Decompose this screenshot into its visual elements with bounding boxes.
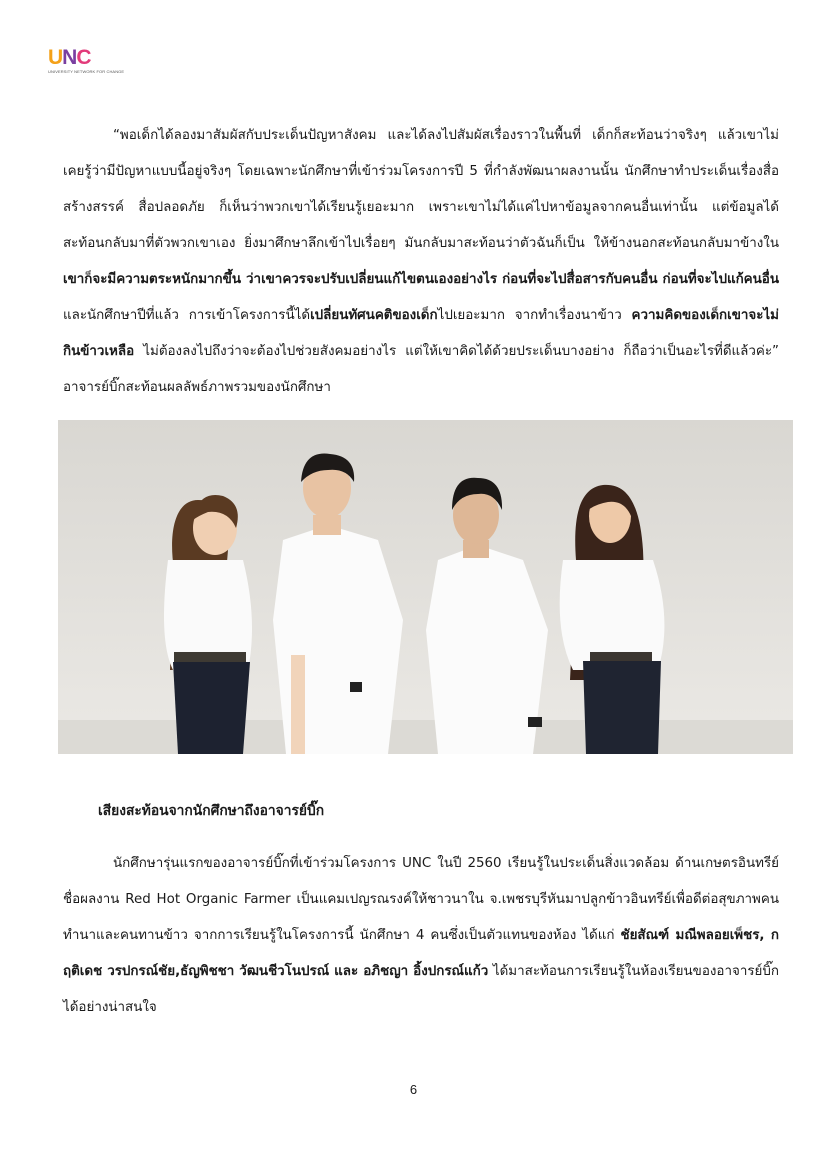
logo-letter-n: N (62, 46, 77, 69)
students-names-bold: ชัยสัณฑ์ มณีพลอยเพ็ชร, กฤติเดช วรปกรณ์ชัย,ธัญพิชชา วัฒนชีวโนปรณ์ และ อภิชญา อิ้งปกรณ์แก้ว (63, 928, 779, 979)
quote-text-3: ไปเยอะมาก จากทำเรื่องนาข้าว (437, 308, 632, 323)
quote-paragraph (63, 118, 779, 406)
group-photo-illustration (58, 420, 793, 754)
students-text-2: ได้มาสะท้อนการเรียนรู้ในห้องเรียนของอาจารย์บิ๊ก ได้อย่างน่าสนใจ (63, 964, 779, 1015)
quote-bold-1: เขาก็จะมีความตระหนักมากขึ้น ว่าเขาควรจะปรับเปลี่ยนแก้ไขตนเองอย่างไร ก่อนที่จะไปสื่อสารกับคนอื่น ก่อนที่จะไปแก้คนอื่น (63, 272, 779, 287)
logo-tagline: UNIVERSITY NETWORK FOR CHANGE (48, 69, 125, 74)
logo-letters (48, 48, 100, 68)
group-photo (58, 420, 793, 754)
unc-logo (48, 46, 125, 78)
students-paragraph-text (63, 846, 779, 1026)
section-heading: เสียงสะท้อนจากนักศึกษาถึงอาจารย์บิ๊ก (98, 803, 325, 819)
logo-letter-u: U (48, 46, 63, 69)
quote-bold-3: ความคิดของเด็กเขาจะไม่กินข้าวเหลือ (63, 308, 779, 359)
students-text-1: นักศึกษารุ่นแรกของอาจารย์บิ๊กที่เข้าร่วมโครงการ UNC ในปี 2560 เรียนรู้ในประเด็นสิ่งแวดล้อม ด้านเกษตรอินทรีย์ ชื่อผลงาน Red Hot Organic Farmer เป็นแคมเปญรณรงค์ให้ชาวนาใน จ.เพชรบุรีหันมาปลูกข้าวอินทรีย์เพื่อดีต่อสุขภาพคนทำนาและคนทานข้าว จากการเรียนรู้ในโครงการนี้ นักศึกษา 4 คนซึ่งเป็นตัวแทนของห้อง ได้แก่ (63, 856, 779, 943)
quote-text-2: และนักศึกษาปีที่แล้ว การเข้าโครงการนี้ได้ (63, 308, 311, 323)
quote-text-4: ไม่ต้องลงไปถึงว่าจะต้องไปช่วยสังคมอย่างไร แต่ให้เขาคิดได้ด้วยประเด็นบางอย่าง ก็ถือว่าเป็นอะไรที่ดีแล้วค่ะ” อาจารย์บิ๊กสะท้อนผลลัพธ์ภาพรวมของนักศึกษา (63, 344, 779, 395)
quote-paragraph-text (63, 118, 779, 406)
quote-bold-2: เปลี่ยนทัศนคติของเด็ก (310, 308, 438, 323)
students-paragraph (63, 846, 779, 1026)
quote-text-1: “พอเด็กได้ลองมาสัมผัสกับประเด็นปัญหาสังคม และได้ลงไปสัมผัสเรื่องราวในพื้นที่ เด็กก็สะท้อนว่าจริงๆ แล้วเขาไม่เคยรู้ว่ามีปัญหาแบบนี้อยู่จริงๆ โดยเฉพาะนักศึกษาที่เข้าร่วมโครงการปี 5 ที่กำลังพัฒนาผลงานนั้น นักศึกษาทำประเด็นเรื่องสื่อสร้างสรรค์ สื่อปลอดภัย ก็เห็นว่าพวกเขาได้เรียนรู้เยอะมาก เพราะเขาไม่ได้แค่ไปหาข้อมูลจากคนอื่นเท่านั้น แต่ข้อมูลได้สะท้อนกลับมาที่ตัวพวกเขาเอง ยิ่งมาศึกษาลึกเข้าไปเรื่อยๆ มันกลับมาสะท้อนว่าตัวฉันก็เป็น ให้ข้างนอกสะท้อนกลับมาข้างใน (63, 128, 779, 251)
logo-letter-c: C (76, 46, 91, 69)
page-number: 6 (409, 1082, 418, 1097)
